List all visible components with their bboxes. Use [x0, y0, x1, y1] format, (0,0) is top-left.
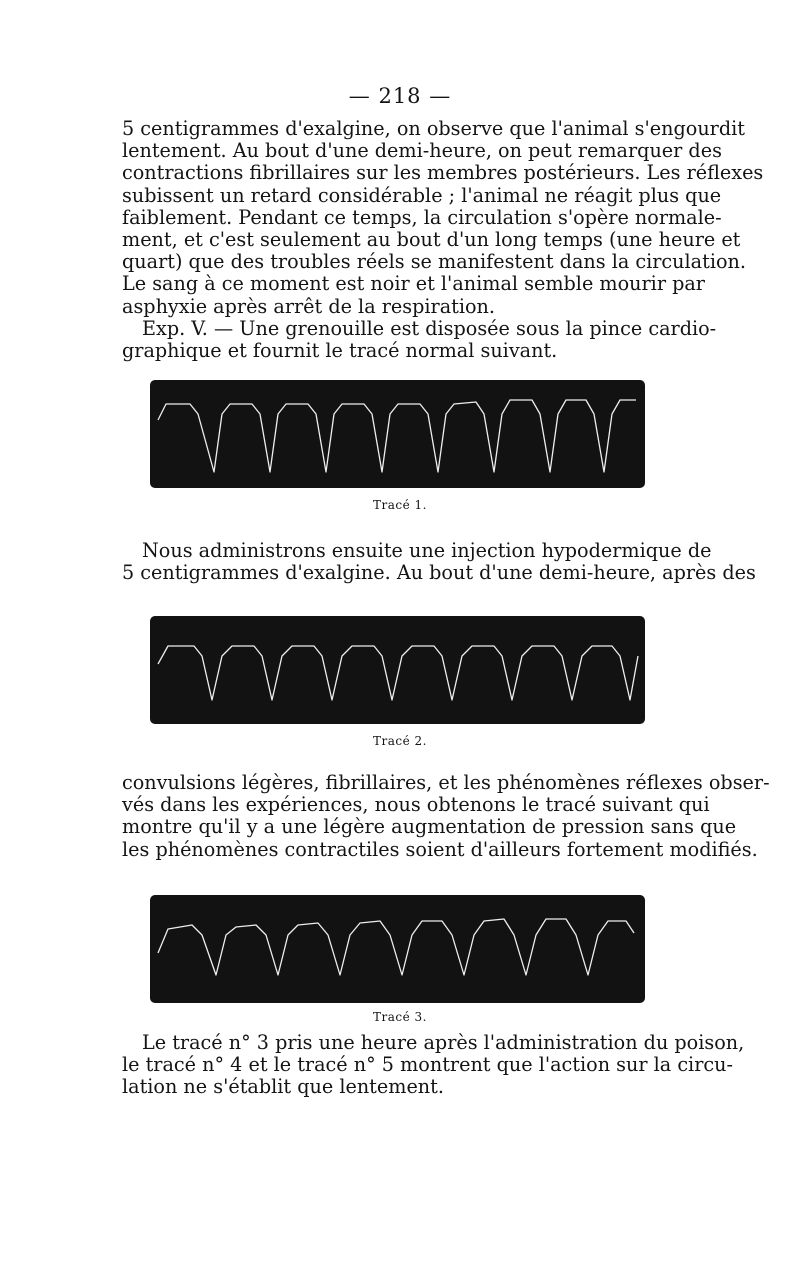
- trace-figure-3: [150, 895, 645, 1003]
- trace-3-svg: [150, 895, 645, 1003]
- paragraph-1: [122, 117, 764, 318]
- text-line: asphyxie après arrêt de la respiration.: [122, 294, 495, 318]
- text-line: les phénomènes contractiles soient d'ailleurs fortement modifiés.: [122, 837, 758, 861]
- trace-1-caption: Tracé 1.: [373, 498, 427, 512]
- text-line: Le sang à ce moment est noir et l'animal semble mourir par: [122, 272, 705, 296]
- trace-3-line: [158, 919, 634, 975]
- trace-figure-1: [150, 380, 645, 488]
- trace-1-line: [158, 400, 636, 472]
- text-line: Le tracé n° 3 pris une heure après l'administration du poison,: [142, 1031, 745, 1054]
- text-line: Exp. V. — Une grenouille est disposée sous la pince cardio-: [142, 317, 717, 340]
- text-line: subissent un retard considérable ; l'animal ne réagit plus que: [122, 183, 722, 207]
- text-line: Nous administrons ensuite une injection hypodermique de: [142, 539, 712, 562]
- text-line: vés dans les expériences, nous obtenons le tracé suivant qui: [122, 793, 710, 817]
- text-line: 5 centigrammes d'exalgine. Au bout d'une demi-heure, après des: [122, 561, 756, 585]
- text-line: montre qu'il y a une légère augmentation de pression sans que: [122, 815, 737, 839]
- text-line: graphique et fournit le tracé normal suivant.: [122, 339, 558, 363]
- trace-2-svg: [150, 616, 645, 724]
- text-line: le tracé n° 4 et le tracé n° 5 montrent que l'action sur la circu-: [122, 1053, 733, 1077]
- text-line: contractions fibrillaires sur les membres postérieurs. Les réflexes: [122, 161, 764, 185]
- text-line: ment, et c'est seulement au bout d'un long temps (une heure et: [122, 228, 741, 252]
- paragraph-3: [122, 539, 756, 585]
- text-line: lation ne s'établit que lentement.: [122, 1075, 444, 1099]
- text-line: faiblement. Pendant ce temps, la circulation s'opère normale-: [122, 205, 722, 229]
- paragraph-4: [122, 771, 770, 861]
- paragraph-2: [122, 317, 717, 363]
- page-number: — 218 —: [348, 84, 452, 108]
- trace-3-caption: Tracé 3.: [373, 1010, 427, 1024]
- text-line: quart) que des troubles réels se manifestent dans la circulation.: [122, 250, 746, 274]
- trace-figure-2: [150, 616, 645, 724]
- text-line: lentement. Au bout d'une demi-heure, on peut remarquer des: [122, 139, 722, 163]
- paragraph-5: [122, 1031, 745, 1099]
- trace-2-line: [158, 646, 638, 700]
- text-line: convulsions légères, fibrillaires, et les phénomènes réflexes obser-: [122, 771, 770, 794]
- trace-1-svg: [150, 380, 645, 488]
- trace-2-caption: Tracé 2.: [373, 734, 427, 748]
- text-line: 5 centigrammes d'exalgine, on observe que l'animal s'engourdit: [122, 117, 745, 140]
